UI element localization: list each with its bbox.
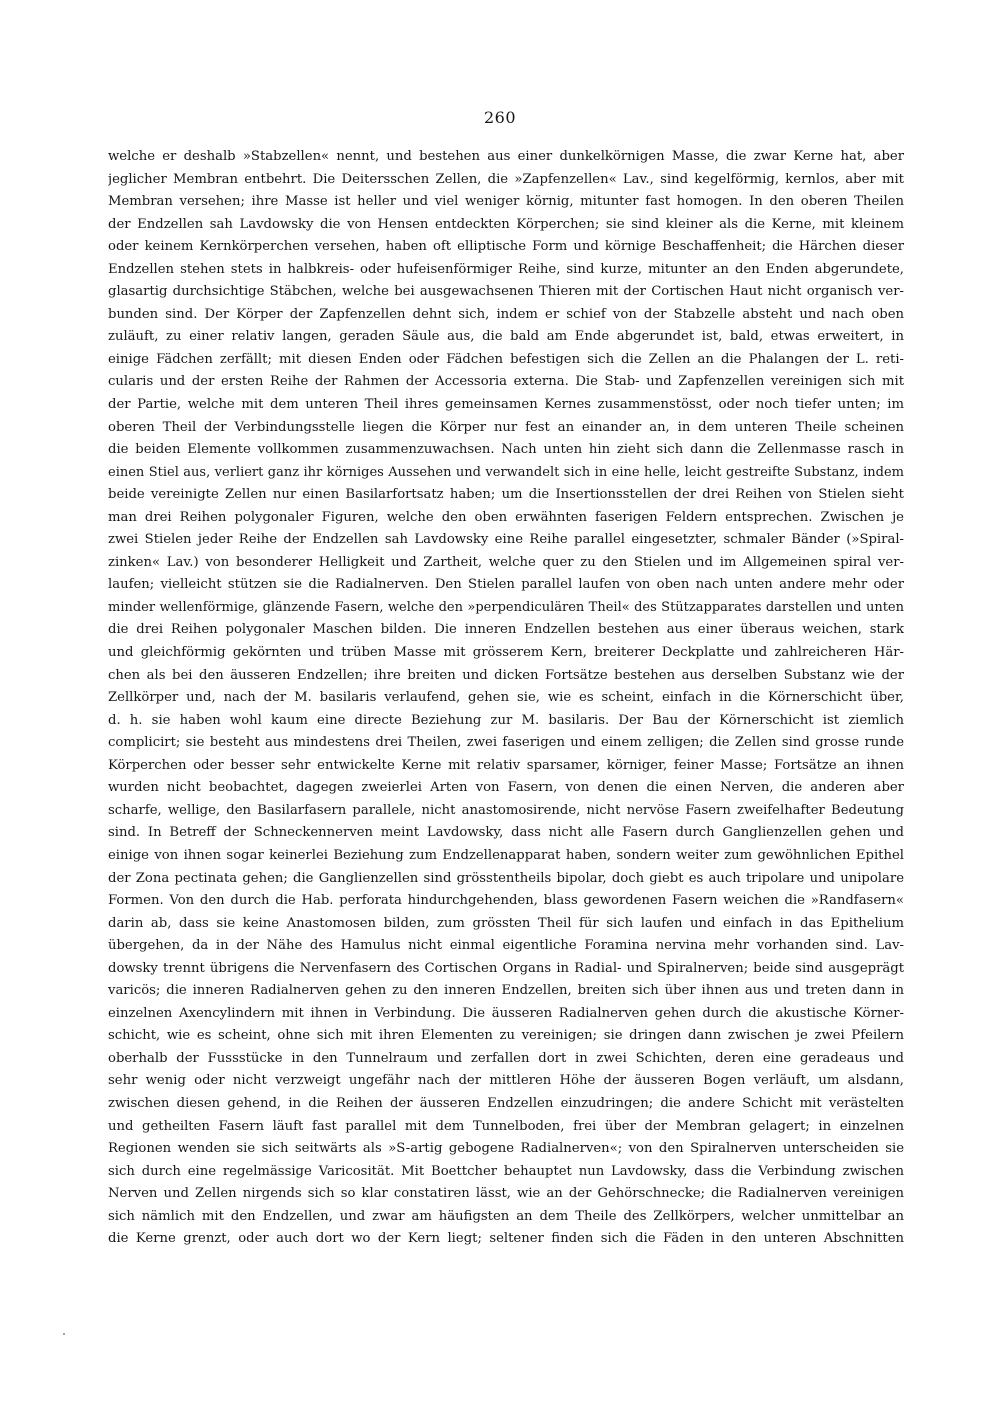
text-line: einzelnen Axencylindern mit ihnen in Verbindung. Die äusseren Radialnerven gehen durch die akustische Körner- — [108, 1005, 904, 1021]
text-line: welche er deshalb »Stabzellen« nennt, und bestehen aus einer dunkelkörnigen Masse, die zwar Kerne hat, aber — [108, 149, 904, 164]
text-line: Formen. Von den durch die Hab. perforata hindurchgehenden, blass gewordenen Fasern weichen die »Randfasern« — [108, 893, 904, 909]
text-line: einige Fädchen zerfällt; mit diesen Enden oder Fädchen befestigen sich die Zellen an die Phalangen der L. reti- — [108, 351, 904, 367]
text-line: wurden nicht beobachtet, dagegen zweierlei Arten von Fasern, von denen die einen Nerven, die anderen aber — [108, 780, 904, 796]
text-line: zinken« Lav.) von besonderer Helligkeit und Zartheit, welche quer zu den Stielen und im Allgemeinen spiral ver- — [108, 554, 904, 570]
text-line: laufen; vielleicht stützen sie die Radialnerven. Den Stielen parallel laufen von oben nach unten andere mehr oder — [108, 577, 904, 593]
text-line: und gleichförmig gekörnten und trüben Masse mit grösserem Kern, breiterer Deckplatte und zahlreicheren Här- — [108, 645, 904, 661]
text-line: oberhalb der Fussstücke in den Tunnelraum und zerfallen dort in zwei Schichten, deren eine geradeaus und — [108, 1050, 904, 1066]
text-line: varicös; die inneren Radialnerven gehen zu den inneren Endzellen, breiten sich über ihnen aus und treten dann in — [108, 983, 904, 999]
text-line: die Kerne grenzt, oder auch dort wo der Kern liegt; seltener finden sich die Fäden in den unteren Abschnitten — [108, 1231, 904, 1247]
text-line: Membran versehen; ihre Masse ist heller und viel weniger körnig, mitunter fast homogen. In den oberen Theilen — [108, 194, 904, 210]
text-line: chen als bei den äusseren Endzellen; ihre breiten und dicken Fortsätze bestehen aus derselben Substanz wie der — [108, 667, 904, 683]
page-number: 260 — [483, 108, 517, 127]
text-line: sehr wenig oder nicht verzweigt ungefähr nach der mittleren Höhe der äusseren Bogen verläuft, um alsdann, — [108, 1073, 904, 1089]
text-line: sich nämlich mit den Endzellen, und zwar am häufigsten an dem Theile des Zellkörpers, welcher unmittelbar an — [108, 1208, 904, 1224]
text-line: die beiden Elemente vollkommen zusammenzuwachsen. Nach unten hin zieht sich dann die Zellenmasse rasch in — [108, 442, 904, 458]
text-line: scharfe, wellige, den Basilarfasern parallele, nicht anastomosirende, nicht nervöse Fasern zweifelhafter Bedeutung — [108, 802, 904, 818]
text-line: Zellkörper und, nach der M. basilaris verlaufend, gehen sie, wie es scheint, einfach in die Körnerschicht über, — [108, 690, 904, 706]
text-line: oder keinem Kernkörperchen versehen, haben oft elliptische Form und körnige Beschaffenheit; die Härchen dieser — [108, 239, 904, 255]
text-line: man drei Reihen polygonaler Figuren, welche den oben erwähnten faserigen Feldern entsprechen. Zwischen je — [108, 509, 904, 525]
text-line: jeglicher Membran entbehrt. Die Deitersschen Zellen, die »Zapfenzellen« Lav., sind kegelförmig, kernlos, aber mit — [108, 171, 904, 187]
text-line: d. h. sie haben wohl kaum eine directe Beziehung zur M. basilaris. Der Bau der Körnerschicht ist ziemlich — [108, 712, 904, 728]
text-line: sind. In Betreff der Schneckennerven meint Lavdowsky, dass nicht alle Fasern durch Ganglienzellen gehen und — [108, 825, 904, 841]
text-line: der Endzellen sah Lavdowsky die von Hensen entdeckten Körperchen; sie sind kleiner als die Kerne, mit kleinem — [108, 216, 904, 232]
text-line: der Partie, welche mit dem unteren Theil ihres gemeinsamen Kernes zusammenstösst, oder noch tiefer unten; im — [108, 397, 904, 413]
text-line: beide vereinigte Zellen nur einen Basilarfortsatz haben; um die Insertionsstellen der drei Reihen von Stielen sieht — [108, 487, 904, 503]
text-line: bunden sind. Der Körper der Zapfenzellen dehnt sich, indem er schief von der Stabzelle absteht und nach oben — [108, 306, 904, 322]
text-line: einige von ihnen sogar keinerlei Beziehung zum Endzellenapparat haben, sondern weiter zum gewöhnlichen Epithel — [108, 847, 904, 863]
text-line: complicirt; sie besteht aus mindestens drei Theilen, zwei faserigen und einem zelligen; die Zellen sind grosse runde — [108, 735, 904, 751]
text-line: cularis und der ersten Reihe der Rahmen der Accessoria externa. Die Stab- und Zapfenzellen vereinigen sich mit — [108, 374, 904, 390]
text-line: zwischen diesen gehend, in die Reihen der äusseren Endzellen einzudringen; die andere Schicht mit verästelten — [108, 1095, 904, 1111]
text-line: übergehen, da in der Nähe des Hamulus nicht einmal eigentliche Foramina nervina mehr vorhanden sind. Lav- — [108, 938, 904, 954]
text-line: dowsky trennt übrigens die Nervenfasern des Cortischen Organs in Radial- und Spiralnerven; beide sind ausgeprägt — [108, 960, 904, 976]
text-line: zwei Stielen jeder Reihe der Endzellen sah Lavdowsky eine Reihe parallel eingesetzter, schmaler Bänder (»Spiral- — [108, 532, 904, 548]
text-line: darin ab, dass sie keine Anastomosen bilden, zum grössten Theil für sich laufen und einfach in das Epithelium — [108, 915, 904, 931]
text-line: und getheilten Fasern läuft fast parallel mit dem Tunnelboden, frei über der Membran gelagert; in einzelnen — [108, 1118, 904, 1134]
text-line: zuläuft, zu einer relativ langen, geraden Säule aus, die bald am Ende abgerundet ist, bald, etwas erweitert, in — [108, 329, 904, 345]
text-line: glasartig durchsichtige Stäbchen, welche bei ausgewachsenen Thieren mit der Cortischen Haut nicht organisch ver- — [108, 284, 904, 300]
text-line: Endzellen stehen stets in halbkreis- oder hufeisenförmiger Reihe, sind kurze, mitunter an den Enden abgerundete, — [108, 261, 904, 277]
text-line: Körperchen oder besser sehr entwickelte Kerne mit relativ sparsamer, körniger, feiner Masse; Fortsätze an ihnen — [108, 757, 904, 773]
text-line: Nerven und Zellen nirgends sich so klar constatiren lässt, wie an der Gehörschnecke; die Radialnerven vereinigen — [108, 1186, 904, 1202]
text-line: einen Stiel aus, verliert ganz ihr körniges Aussehen und verwandelt sich in eine helle, leicht gestreifte Substanz, indem — [108, 464, 904, 480]
text-line: sich durch eine regelmässige Varicosität. Mit Boettcher behauptet nun Lavdowsky, dass die Verbindung zwischen — [108, 1163, 904, 1179]
text-line: der Zona pectinata gehen; die Ganglienzellen sind grösstentheils bipolar, doch giebt es auch tripolare und unipolare — [108, 870, 904, 886]
body-text — [108, 146, 904, 1251]
text-line: schicht, wie es scheint, ohne sich mit ihren Elementen zu vereinigen; sie dringen dann zwischen je zwei Pfeilern — [108, 1028, 904, 1044]
text-line: die drei Reihen polygonaler Maschen bilden. Die inneren Endzellen bestehen aus einer überaus weichen, stark — [108, 622, 904, 638]
text-line: minder wellenförmige, glänzende Fasern, welche den »perpendiculären Theil« des Stützapparates darstellen und unten — [108, 599, 904, 615]
scan-speck — [63, 1333, 65, 1335]
text-line: oberen Theil der Verbindungsstelle liegen die Körper nur fest an einander an, in dem unteren Theile scheinen — [108, 419, 904, 435]
text-line: Regionen wenden sie sich seitwärts als »S-artig gebogene Radialnerven«; von den Spiralnerven unterscheiden sie — [108, 1141, 904, 1157]
